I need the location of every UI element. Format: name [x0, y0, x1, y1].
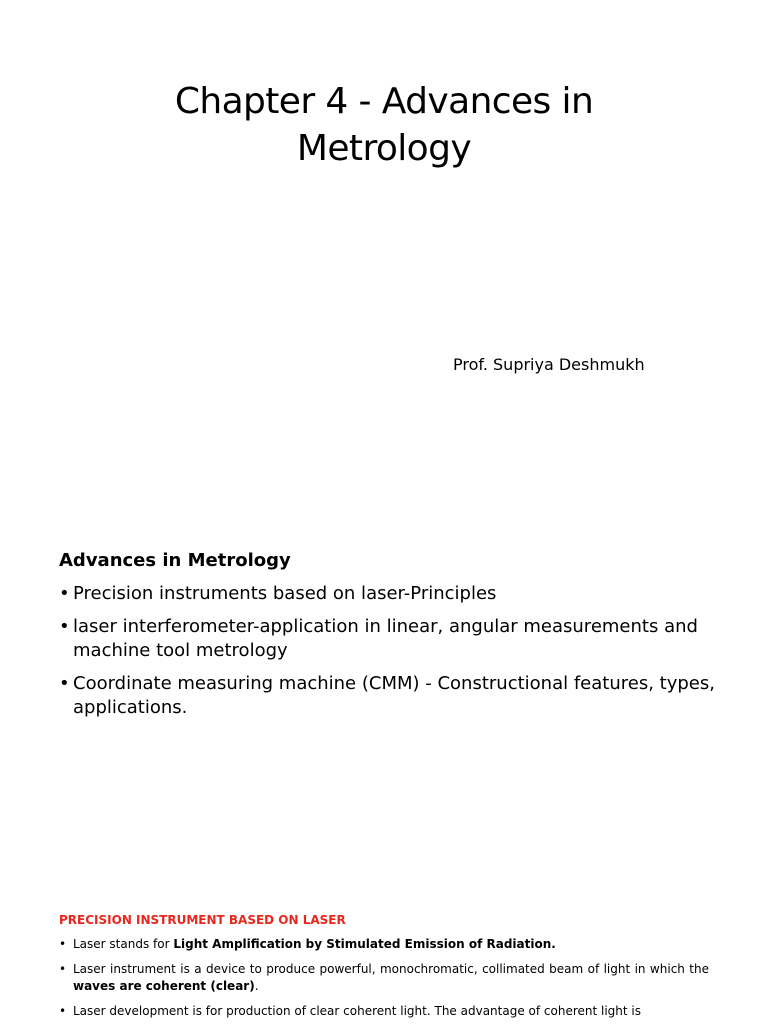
bullet-icon: • [59, 962, 67, 976]
slide-title-line-1: Chapter 4 - Advances in [174, 81, 594, 122]
slide-title [80, 78, 688, 172]
bullet-text-regular: Laser instrument is a device to produce powerful, monochromatic, collimated beam of light in which the [73, 962, 709, 976]
author-name: Prof. Supriya Deshmukh [453, 355, 645, 374]
laser-bullet-list [59, 936, 709, 1024]
bullet-text-regular: Laser development is for production of clear coherent light. The advantage of coherent light is [73, 1004, 642, 1018]
bullet-icon: • [59, 616, 70, 637]
agenda-bullet-text: Coordinate measuring machine (CMM) - Constructional features, types, applications. [73, 673, 715, 718]
title-slide [0, 0, 768, 432]
bullet-icon: • [59, 673, 70, 694]
agenda-bullet-item [59, 615, 719, 663]
bullet-text-regular: Laser stands for [73, 937, 174, 951]
agenda-slide [0, 432, 768, 864]
agenda-bullet-item [59, 672, 719, 720]
agenda-bullet-list [59, 582, 719, 729]
bullet-icon: • [59, 1004, 67, 1018]
slide-title-line-2: Metrology [296, 128, 472, 169]
section-heading: PRECISION INSTRUMENT BASED ON LASER [59, 913, 346, 927]
bullet-text-regular: . [254, 979, 259, 993]
laser-bullet-item [59, 936, 709, 953]
bullet-text-bold: Light Amplification by Stimulated Emission of Radiation. [173, 937, 556, 951]
agenda-bullet-item [59, 582, 719, 606]
agenda-heading: Advances in Metrology [59, 550, 291, 571]
bullet-text-bold: waves are coherent (clear) [73, 979, 255, 993]
bullet-icon: • [59, 583, 70, 604]
laser-bullet-item [59, 1003, 709, 1020]
laser-content-slide [0, 864, 768, 1024]
laser-bullet-item [59, 961, 709, 995]
bullet-icon: • [59, 937, 67, 951]
agenda-bullet-text: laser interferometer-application in linear, angular measurements and machine tool metrology [73, 616, 698, 661]
agenda-bullet-text: Precision instruments based on laser-Principles [73, 583, 497, 604]
